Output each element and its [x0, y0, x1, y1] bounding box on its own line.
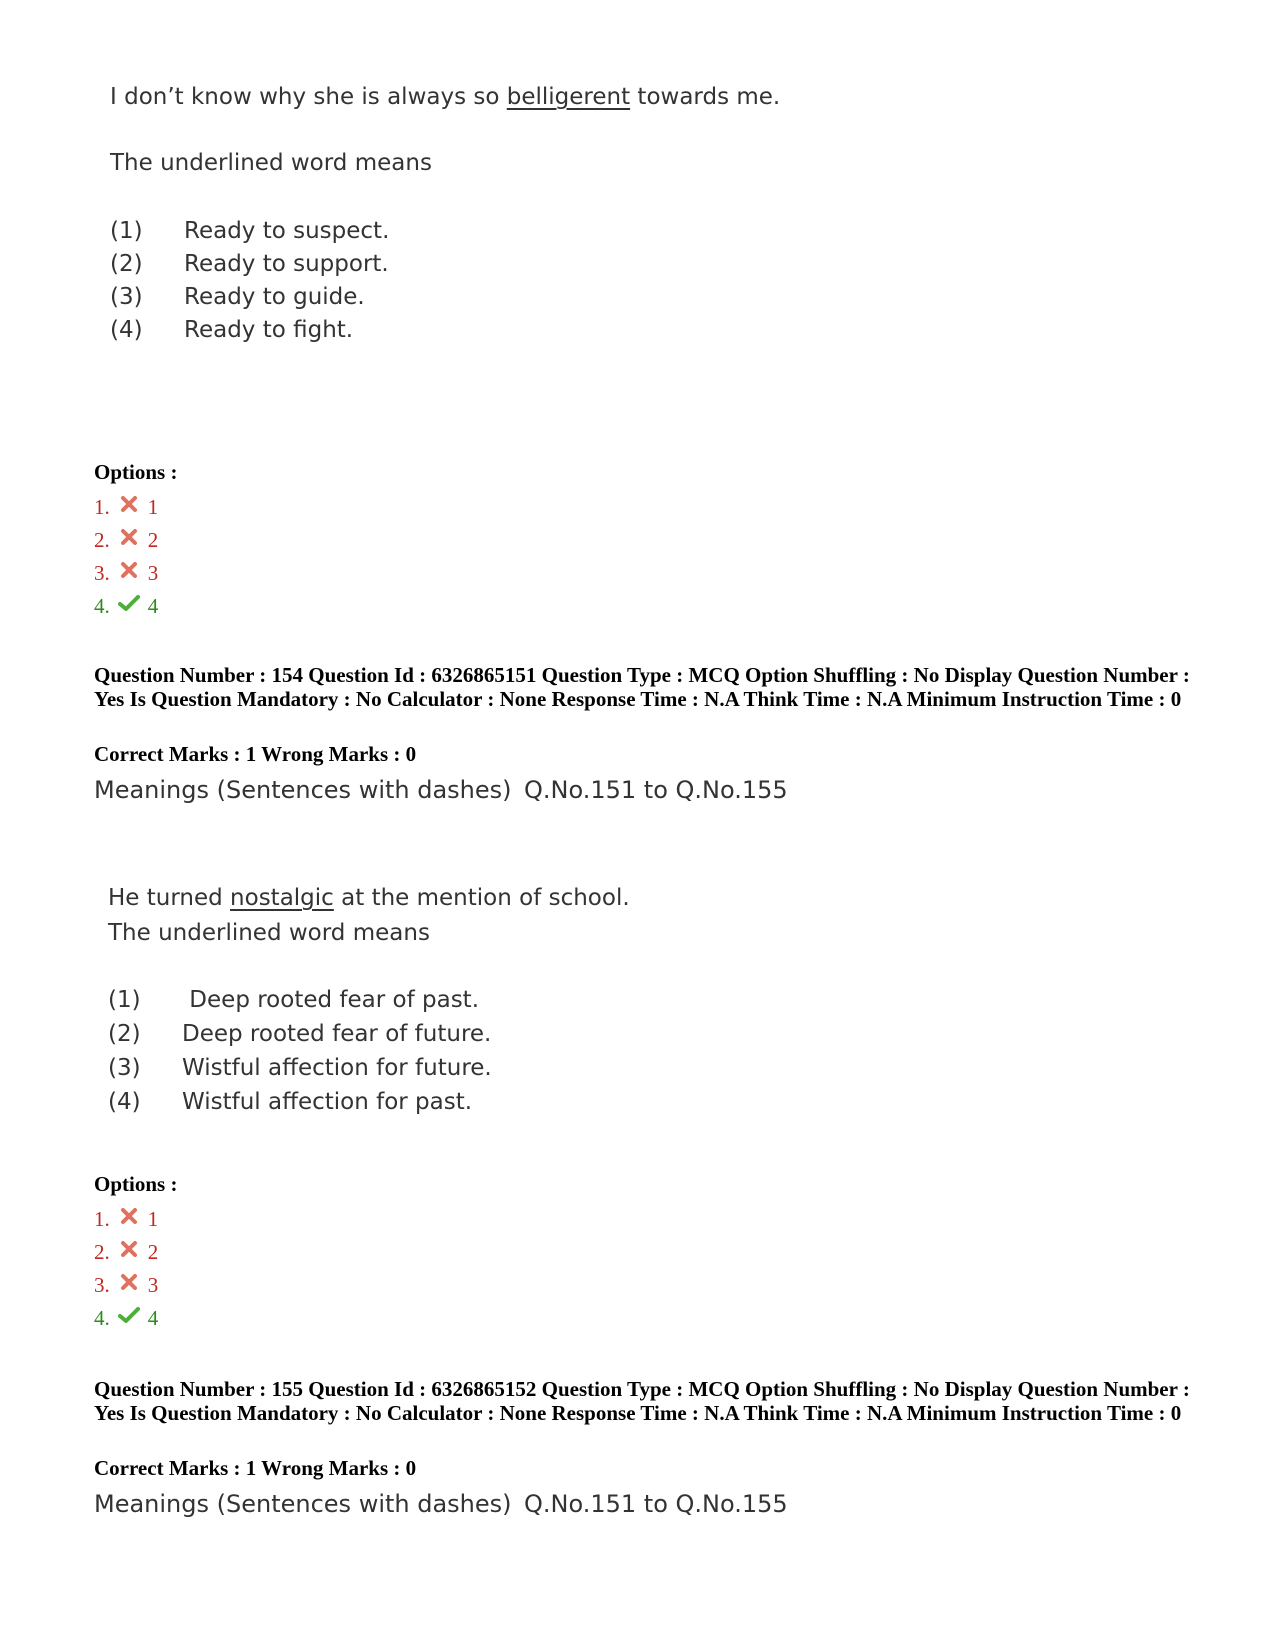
- option-value: 1: [147, 1207, 159, 1231]
- option-index: 2.: [94, 1240, 110, 1264]
- option-value: 4: [147, 594, 159, 618]
- option-value: 4: [147, 1306, 159, 1330]
- q153-sentence-post: towards me.: [630, 84, 781, 110]
- q154-option-2: [94, 1240, 158, 1265]
- choice-number: (4): [108, 1089, 141, 1115]
- option-index: 3.: [94, 561, 110, 585]
- choice-number: (1): [110, 218, 143, 244]
- choice-number: (4): [110, 317, 143, 343]
- q154-marks: Correct Marks : 1 Wrong Marks : 0: [94, 742, 417, 766]
- choice-number: (2): [108, 1021, 141, 1047]
- q155-section-heading: [94, 1490, 788, 1518]
- q154-sentence-post: at the mention of school.: [333, 885, 630, 911]
- option-index: 4.: [94, 594, 110, 618]
- choice-text: Ready to suspect.: [184, 218, 390, 244]
- choice-text: Ready to guide.: [184, 284, 365, 310]
- q154-meta: Question Number : 154 Question Id : 6326865151 Question Type : MCQ Option Shuffling : No Display Question Number : Yes Is Question Mandatory : No Calculator : None Response Time : N.A Think Time : N.A Minimum Instruction Time : 0: [94, 663, 1190, 711]
- option-index: 1.: [94, 495, 110, 519]
- q154-options-label: Options :: [94, 1172, 178, 1196]
- q154-section-heading: [94, 776, 788, 804]
- q154-prompt: The underlined word means: [108, 920, 430, 946]
- option-value: 3: [147, 1273, 159, 1297]
- option-index: 1.: [94, 1207, 110, 1231]
- q153-option-4: [94, 594, 158, 619]
- q153-option-1: [94, 495, 158, 520]
- q153-option-2: [94, 528, 158, 553]
- q153-underlined-word: belligerent: [506, 84, 631, 110]
- q154-option-3: [94, 1273, 158, 1298]
- choice-number: (2): [110, 251, 143, 277]
- q154-option-1: [94, 1207, 158, 1232]
- q153-option-3: [94, 561, 158, 586]
- q154-sentence-pre: He turned: [108, 885, 231, 911]
- choice-text: Deep rooted fear of future.: [182, 1021, 492, 1047]
- choice-number: (1): [108, 987, 141, 1013]
- q153-sentence: [110, 86, 780, 109]
- section-title: Meanings (Sentences with dashes): [94, 1490, 512, 1518]
- section-range: Q.No.151 to Q.No.155: [524, 1490, 788, 1518]
- cross-icon: [118, 1273, 140, 1291]
- q155-marks: Correct Marks : 1 Wrong Marks : 0: [94, 1456, 417, 1480]
- cross-icon: [118, 561, 140, 579]
- q154-sentence: [108, 887, 630, 910]
- option-index: 4.: [94, 1306, 110, 1330]
- q153-options-label: Options :: [94, 460, 178, 484]
- option-index: 3.: [94, 1273, 110, 1297]
- option-index: 2.: [94, 528, 110, 552]
- choice-text: Ready to fight.: [184, 317, 354, 343]
- q153-prompt: The underlined word means: [110, 150, 432, 176]
- check-icon: [118, 594, 140, 612]
- section-title: Meanings (Sentences with dashes): [94, 776, 512, 804]
- cross-icon: [118, 495, 140, 513]
- cross-icon: [118, 1240, 140, 1258]
- option-value: 1: [147, 495, 159, 519]
- choice-text: Deep rooted fear of past.: [182, 987, 480, 1013]
- choice-text: Wistful affection for future.: [182, 1055, 492, 1081]
- choice-text: Wistful affection for past.: [182, 1089, 473, 1115]
- section-range: Q.No.151 to Q.No.155: [524, 776, 788, 804]
- q154-underlined-word: nostalgic: [230, 885, 334, 911]
- choice-number: (3): [108, 1055, 141, 1081]
- q154-option-4: [94, 1306, 158, 1331]
- check-icon: [118, 1306, 140, 1324]
- cross-icon: [118, 528, 140, 546]
- option-value: 2: [147, 1240, 159, 1264]
- choice-text: Ready to support.: [184, 251, 389, 277]
- q155-meta: Question Number : 155 Question Id : 6326865152 Question Type : MCQ Option Shuffling : No Display Question Number : Yes Is Question Mandatory : No Calculator : None Response Time : N.A Think Time : N.A Minimum Instruction Time : 0: [94, 1377, 1190, 1425]
- q153-sentence-pre: I don’t know why she is always so: [110, 84, 507, 110]
- option-value: 3: [147, 561, 159, 585]
- option-value: 2: [147, 528, 159, 552]
- cross-icon: [118, 1207, 140, 1225]
- choice-number: (3): [110, 284, 143, 310]
